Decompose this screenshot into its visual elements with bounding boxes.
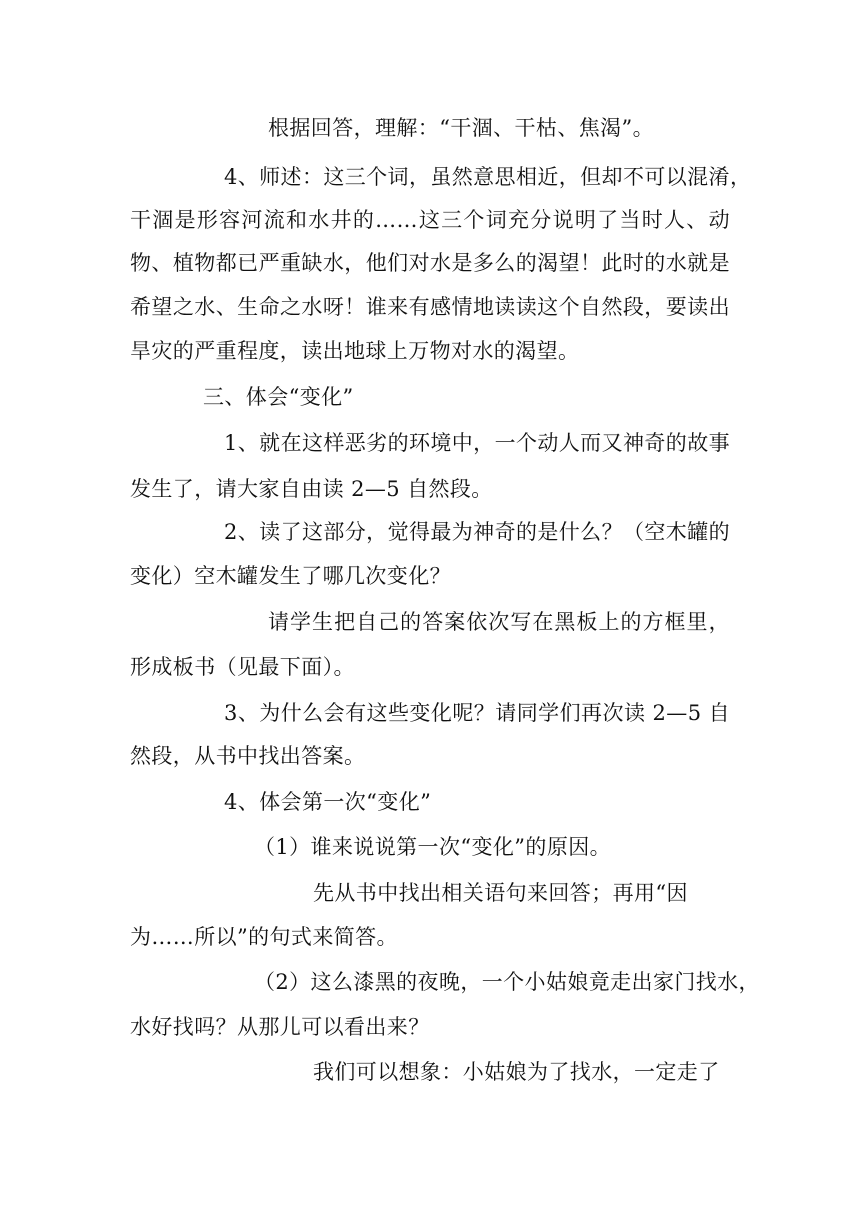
text-line: 4、师述：这三个词，虽然意思相近，但却不可以混淆， <box>224 165 752 189</box>
text-line: 请学生把自己的答案依次写在黑板上的方框里， <box>268 610 730 634</box>
text-line: 希望之水、生命之水呀！谁来有感情地读读这个自然段，要读出 <box>130 295 730 319</box>
text-line: 为……所以”的句式来简答。 <box>130 925 398 949</box>
text-line: 4、体会第一次“变化” <box>224 790 432 814</box>
text-line: 干涸是形容河流和水井的……这三个词充分说明了当时人、动 <box>130 208 730 232</box>
text-line: 先从书中找出相关语句来回答；再用“因 <box>313 881 688 905</box>
text-line: 1、就在这样恶劣的环境中，一个动人而又神奇的故事 <box>224 431 730 455</box>
text-line: 然段，从书中找出答案。 <box>130 744 366 768</box>
text-line: 3、为什么会有这些变化呢？请同学们再次读 2—5 自 <box>224 701 730 725</box>
section-heading: 三、体会“变化” <box>203 385 354 409</box>
text-line: （2）这么漆黑的夜晚，一个小姑娘竟走出家门找水， <box>254 970 760 994</box>
text-line: 2、读了这部分，觉得最为神奇的是什么？（空木罐的 <box>224 520 730 544</box>
text-line: 旱灾的严重程度，读出地球上万物对水的渴望。 <box>130 339 580 363</box>
text-line: 物、植物都已严重缺水，他们对水是多么的渴望！此时的水就是 <box>130 251 730 275</box>
text-line: 水好找吗？从那儿可以看出来？ <box>130 1015 430 1039</box>
text-line: 根据回答，理解：“干涸、干枯、焦渴”。 <box>268 116 655 140</box>
text-line: 变化）空木罐发生了哪几次变化？ <box>130 564 451 588</box>
text-line: 形成板书（见最下面）。 <box>130 655 355 679</box>
text-line: 发生了，请大家自由读 2—5 自然段。 <box>130 477 493 501</box>
text-line: （1）谁来说说第一次“变化”的原因。 <box>254 835 612 859</box>
text-line: 我们可以想象：小姑娘为了找水，一定走了 <box>313 1060 720 1084</box>
